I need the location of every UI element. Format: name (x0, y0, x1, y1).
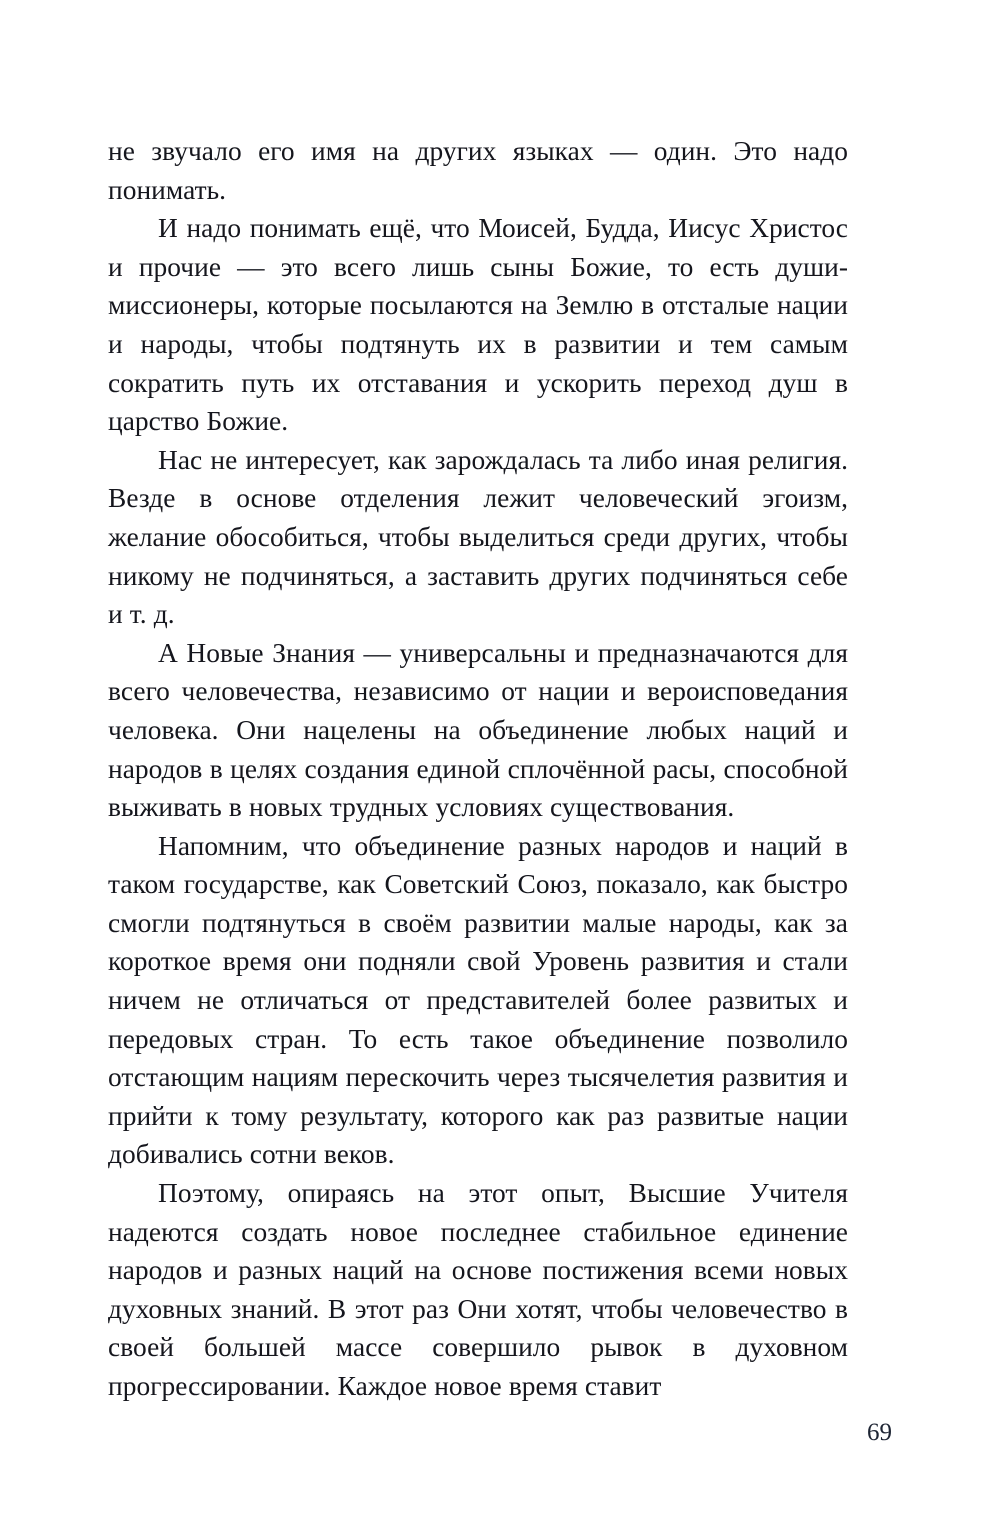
paragraph: И надо понимать ещё, что Моисей, Будда, Иисус Христос и прочие — это всего лишь сыны Божие, то есть души-миссионеры, которые посылаются на Землю в отсталые нации и народы, чтобы подтянуть их в развитии и тем самым сократить путь их отставания и ускорить переход душ в царство Божие. (108, 213, 848, 437)
paragraph: Нас не интересует, как зарождалась та либо иная религия. Везде в основе отделения лежит человеческий эгоизм, желание обособиться, чтобы выделиться среди других, чтобы никому не подчиняться, а заставить других подчиняться себе и т. д. (108, 444, 848, 630)
paragraph: Напомним, что объединение разных народов и наций в таком государстве, как Советский Союз, показало, как быстро смогли подтянуться в своём развитии малые народы, как за короткое время они подняли свой Уровень развития и стали ничем не отличаться от представителей более развитых и передовых стран. То есть такое объединение позволило отстающим нациям перескочить через тысячелетия развития и прийти к тому результату, которого как раз развитые нации добивались сотни веков. (108, 830, 848, 1170)
paragraph: Поэтому, опираясь на этот опыт, Высшие Учителя надеются создать новое последнее стабильное единение народов и разных наций на основе постижения всеми новых духовных знаний. В этот раз Они хотят, чтобы человечество в своей большей массе совершило рывок в духовном прогрессировании. Каждое новое время ставит (108, 1178, 848, 1401)
page-number: 69 (867, 1419, 892, 1446)
paragraph-continuation: не звучало его имя на других языках — один. Это надо понимать. (108, 136, 848, 205)
page-text-body (108, 132, 848, 1406)
paragraph: А Новые Знания — универсальны и предназначаются для всего человечества, независимо от нации и вероисповедания человека. Они нацелены на объединение любых наций и народов в целях создания единой сплочённой расы, способной выживать в новых трудных условиях существования. (108, 637, 848, 823)
